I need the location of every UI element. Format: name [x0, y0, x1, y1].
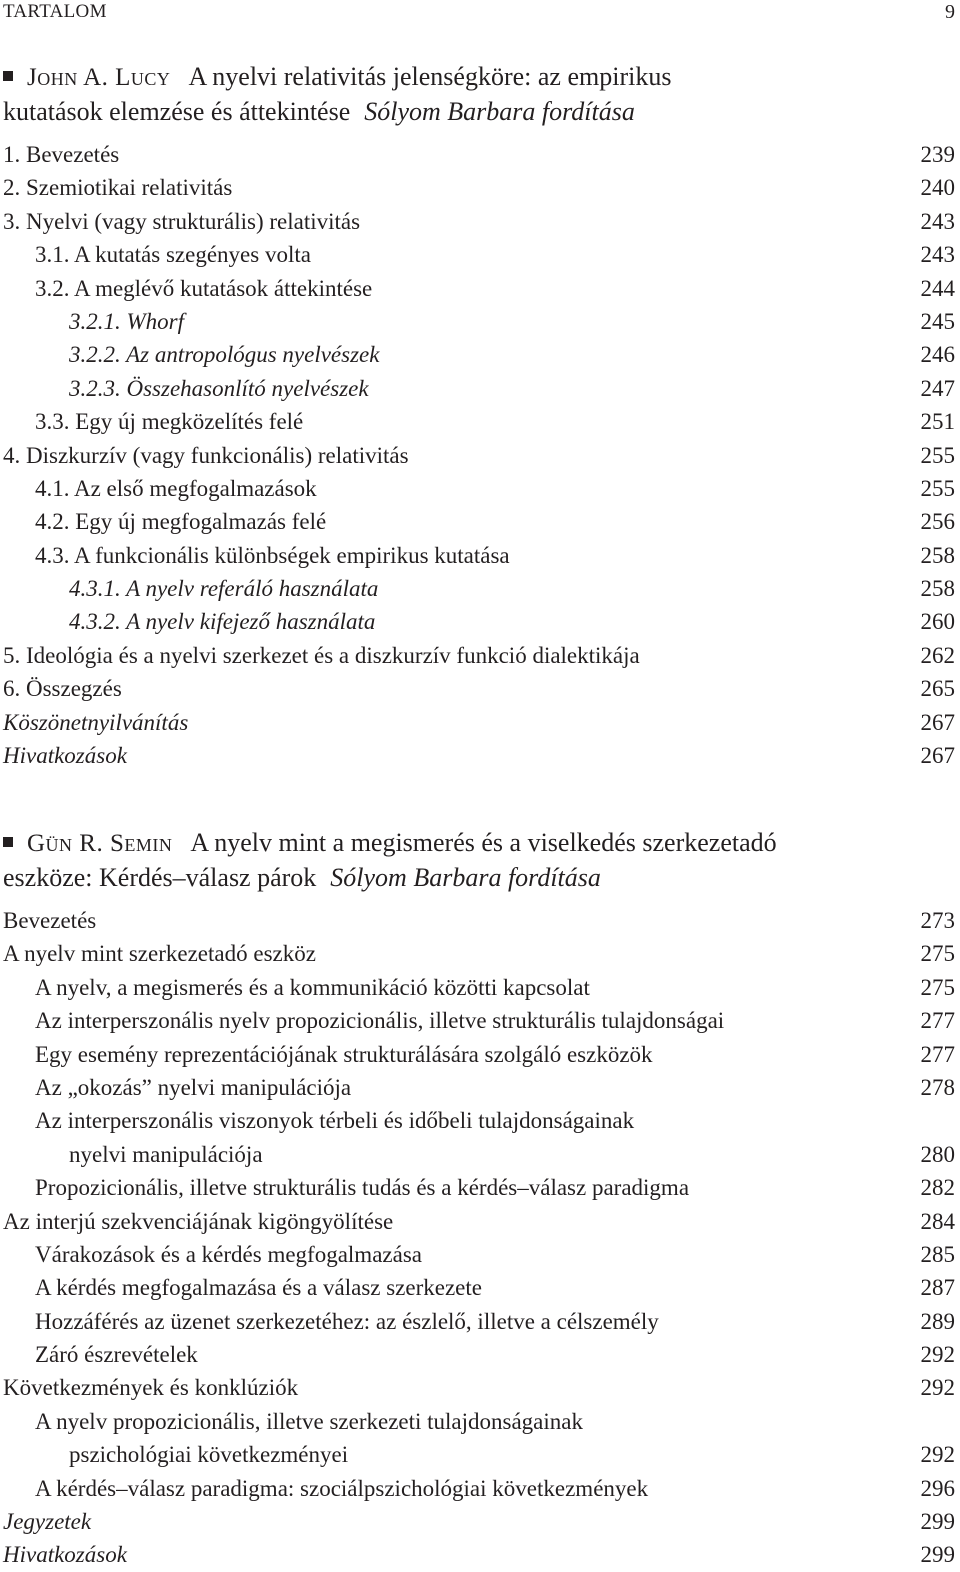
- toc-entry-page: 296: [920, 1475, 955, 1501]
- toc-entry-page: 277: [920, 1008, 955, 1034]
- toc-entry-title: 2. Szemiotikai relativitás: [3, 175, 233, 201]
- toc-entry-page: 265: [920, 676, 955, 702]
- toc-entry[interactable]: [3, 505, 955, 538]
- toc-entry[interactable]: [3, 706, 955, 739]
- toc-entry-title-line2: nyelvi manipulációja: [69, 1141, 263, 1167]
- toc-entry-page: 277: [920, 1041, 955, 1067]
- toc-entry[interactable]: [3, 937, 955, 970]
- toc-entry-title: Köszönetnyilvánítás: [3, 709, 189, 735]
- toc-entry-title: 4.3.1. A nyelv referáló használata: [69, 576, 379, 602]
- toc-entry-title: 3. Nyelvi (vagy strukturális) relativitás: [3, 208, 361, 234]
- toc-entry-page: 287: [920, 1275, 955, 1301]
- toc-entry-title: Hivatkozások: [3, 1542, 127, 1568]
- toc-entry-page: 239: [920, 142, 955, 167]
- author-name: John A. Lucy: [27, 64, 171, 91]
- toc-entry-title: 4.1. Az első megfogalmazások: [35, 475, 317, 501]
- toc-entry-title: [35, 1405, 885, 1472]
- toc-entry[interactable]: [3, 472, 955, 505]
- toc-entry-title: 1. Bevezetés: [3, 142, 120, 167]
- translator-credit: Sólyom Barbara fordítása: [364, 96, 635, 126]
- running-head: [3, 0, 955, 26]
- toc-entry[interactable]: [3, 672, 955, 705]
- toc-entry[interactable]: [3, 1171, 955, 1204]
- author-name: Gün R. Semin: [27, 830, 173, 857]
- toc-entry-page: 275: [920, 974, 955, 1000]
- toc-entry[interactable]: [3, 1338, 955, 1371]
- toc-entry-page: 256: [920, 509, 955, 535]
- toc-entry[interactable]: [3, 372, 955, 405]
- toc-entry[interactable]: [3, 1305, 955, 1338]
- chapter-title-line1: A nyelv mint a megismerés és a viselkedés szerkezetadó: [190, 828, 777, 857]
- toc-entry-title: A kérdés–válasz paradigma: szociálpszichológiai következmények: [35, 1475, 649, 1501]
- toc-entry-page: 255: [920, 475, 955, 501]
- toc-entry-title: Egy esemény reprezentációjának strukturálására szolgáló eszközök: [35, 1041, 653, 1067]
- toc-entry[interactable]: [3, 1004, 955, 1037]
- toc-entry[interactable]: [3, 1104, 955, 1171]
- toc-entry-page: 243: [920, 208, 955, 234]
- toc-entry-page: 240: [920, 175, 955, 201]
- toc-entry-title: 3.1. A kutatás szegényes volta: [35, 242, 311, 268]
- toc-entry-title: 3.2.3. Összehasonlító nyelvészek: [69, 375, 369, 401]
- square-bullet-icon: [3, 71, 13, 81]
- toc-entry[interactable]: [3, 971, 955, 1004]
- toc-entry[interactable]: [3, 138, 955, 171]
- toc-entry[interactable]: [3, 739, 955, 772]
- toc-entry-page: 267: [920, 709, 955, 735]
- toc-entry-title-line2: pszichológiai következményei: [69, 1442, 349, 1468]
- toc-entry-title-line1: Az interperszonális viszonyok térbeli és időbeli tulajdonságainak: [35, 1108, 635, 1134]
- chapter-title-line2: eszköze: Kérdés–válasz párok: [3, 862, 317, 892]
- toc-entry[interactable]: [3, 1405, 955, 1472]
- toc-entry-title: Jegyzetek: [3, 1509, 92, 1535]
- toc-entry[interactable]: [3, 639, 955, 672]
- toc-entry-title: Az „okozás” nyelvi manipulációja: [35, 1074, 352, 1100]
- toc-entry-page: 246: [920, 342, 955, 368]
- toc-entry-title: 4. Diszkurzív (vagy funkcionális) relativitás: [3, 442, 409, 468]
- toc-entry-page: 282: [920, 1175, 955, 1201]
- toc-entry-title: 3.2. A meglévő kutatások áttekintése: [35, 275, 373, 301]
- toc-entry[interactable]: [3, 572, 955, 605]
- toc-entry-title: A nyelv, a megismerés és a kommunikáció közötti kapcsolat: [35, 974, 590, 1000]
- toc-entry-title: 5. Ideológia és a nyelvi szerkezet és a diszkurzív funkció dialektikája: [3, 642, 640, 668]
- running-title: TARTALOM: [3, 1, 107, 22]
- toc-entry-page: 280: [920, 1141, 955, 1167]
- toc-entry-page: 289: [920, 1308, 955, 1334]
- toc-entry[interactable]: [3, 338, 955, 371]
- toc-entry-page: 292: [920, 1442, 955, 1468]
- toc-entry-page: 251: [920, 409, 955, 435]
- toc-entry-title: Bevezetés: [3, 908, 97, 933]
- toc-entry-page: 262: [920, 642, 955, 668]
- toc-entry-page: 284: [920, 1208, 955, 1234]
- toc-entry-page: 244: [920, 275, 955, 301]
- toc-entry-page: 292: [920, 1375, 955, 1401]
- toc-entry-title: Az interjú szekvenciájának kigöngyölítése: [3, 1208, 394, 1234]
- toc-entry[interactable]: [3, 205, 955, 238]
- toc-entry-page: 292: [920, 1342, 955, 1368]
- toc-entry[interactable]: [3, 238, 955, 271]
- toc-entry-page: 260: [920, 609, 955, 635]
- toc-entry[interactable]: [3, 539, 955, 572]
- toc-entry-page: 267: [920, 743, 955, 769]
- section-heading: [3, 826, 955, 894]
- toc-entry-page: 285: [920, 1241, 955, 1267]
- toc-entry-title: Várakozások és a kérdés megfogalmazása: [35, 1241, 422, 1267]
- translator-credit: Sólyom Barbara fordítása: [330, 862, 601, 892]
- toc-list: [3, 138, 955, 772]
- toc-section-lucy: [3, 60, 955, 772]
- toc-entry[interactable]: [3, 1071, 955, 1104]
- square-bullet-icon: [3, 837, 13, 847]
- page-number: 9: [945, 1, 955, 23]
- toc-entry-title: Propozicionális, illetve strukturális tudás és a kérdés–válasz paradigma: [35, 1175, 690, 1201]
- toc-entry[interactable]: [3, 1505, 955, 1538]
- toc-entry-title: 4.3. A funkcionális különbségek empirikus kutatása: [35, 542, 510, 568]
- toc-entry-title: 3.2.2. Az antropológus nyelvészek: [69, 342, 380, 368]
- toc-entry[interactable]: [3, 904, 955, 937]
- toc-entry-page: 299: [920, 1509, 955, 1535]
- toc-entry-page: 247: [920, 375, 955, 401]
- toc-entry-title: A kérdés megfogalmazása és a válasz szerkezete: [35, 1275, 482, 1301]
- chapter-title-line2: kutatások elemzése és áttekintése: [3, 96, 351, 126]
- toc-entry-page: 258: [920, 542, 955, 568]
- toc-entry-page: 275: [920, 941, 955, 967]
- toc-entry-title-line1: A nyelv propozicionális, illetve szerkezeti tulajdonságainak: [35, 1408, 583, 1434]
- toc-entry-page: 273: [920, 908, 955, 933]
- toc-entry[interactable]: [3, 1371, 955, 1404]
- toc-entry[interactable]: [3, 439, 955, 472]
- toc-entry[interactable]: [3, 1038, 955, 1071]
- toc-entry[interactable]: [3, 171, 955, 204]
- toc-entry-title: 3.3. Egy új megközelítés felé: [35, 409, 304, 435]
- toc-entry-title: Hozzáférés az üzenet szerkezetéhez: az észlelő, illetve a célszemély: [35, 1308, 659, 1334]
- toc-entry[interactable]: [3, 305, 955, 338]
- toc-entry-title: 4.2. Egy új megfogalmazás felé: [35, 509, 327, 535]
- toc-list: [3, 904, 955, 1572]
- toc-entry[interactable]: [3, 1271, 955, 1304]
- toc-entry-title: 4.3.2. A nyelv kifejező használata: [69, 609, 376, 635]
- toc-entry[interactable]: [3, 272, 955, 305]
- toc-entry-title: 3.2.1. Whorf: [69, 308, 184, 334]
- toc-entry-page: 255: [920, 442, 955, 468]
- toc-entry-title: [35, 1104, 885, 1171]
- toc-entry-page: 299: [920, 1542, 955, 1568]
- toc-entry[interactable]: [3, 1472, 955, 1505]
- toc-entry-title: Az interperszonális nyelv propozicionális, illetve strukturális tulajdonságai: [35, 1008, 725, 1034]
- toc-entry-page: 245: [920, 308, 955, 334]
- section-heading: [3, 60, 955, 128]
- toc-entry[interactable]: [3, 605, 955, 638]
- toc-entry-title: Hivatkozások: [3, 743, 127, 769]
- chapter-title-line1: A nyelvi relativitás jelenségköre: az empirikus: [188, 62, 672, 91]
- toc-entry-title: 6. Összegzés: [3, 676, 122, 702]
- toc-section-semin: [3, 826, 955, 1572]
- toc-entry-page: 258: [920, 576, 955, 602]
- toc-entry[interactable]: [3, 1238, 955, 1271]
- toc-entry-page: 243: [920, 242, 955, 268]
- toc-entry-title: Következmények és konklúziók: [3, 1375, 299, 1401]
- toc-entry-title: A nyelv mint szerkezetadó eszköz: [3, 941, 316, 967]
- toc-entry[interactable]: [3, 1205, 955, 1238]
- toc-entry-title: Záró észrevételek: [35, 1342, 198, 1368]
- toc-entry-page: 278: [920, 1074, 955, 1100]
- toc-entry[interactable]: [3, 405, 955, 438]
